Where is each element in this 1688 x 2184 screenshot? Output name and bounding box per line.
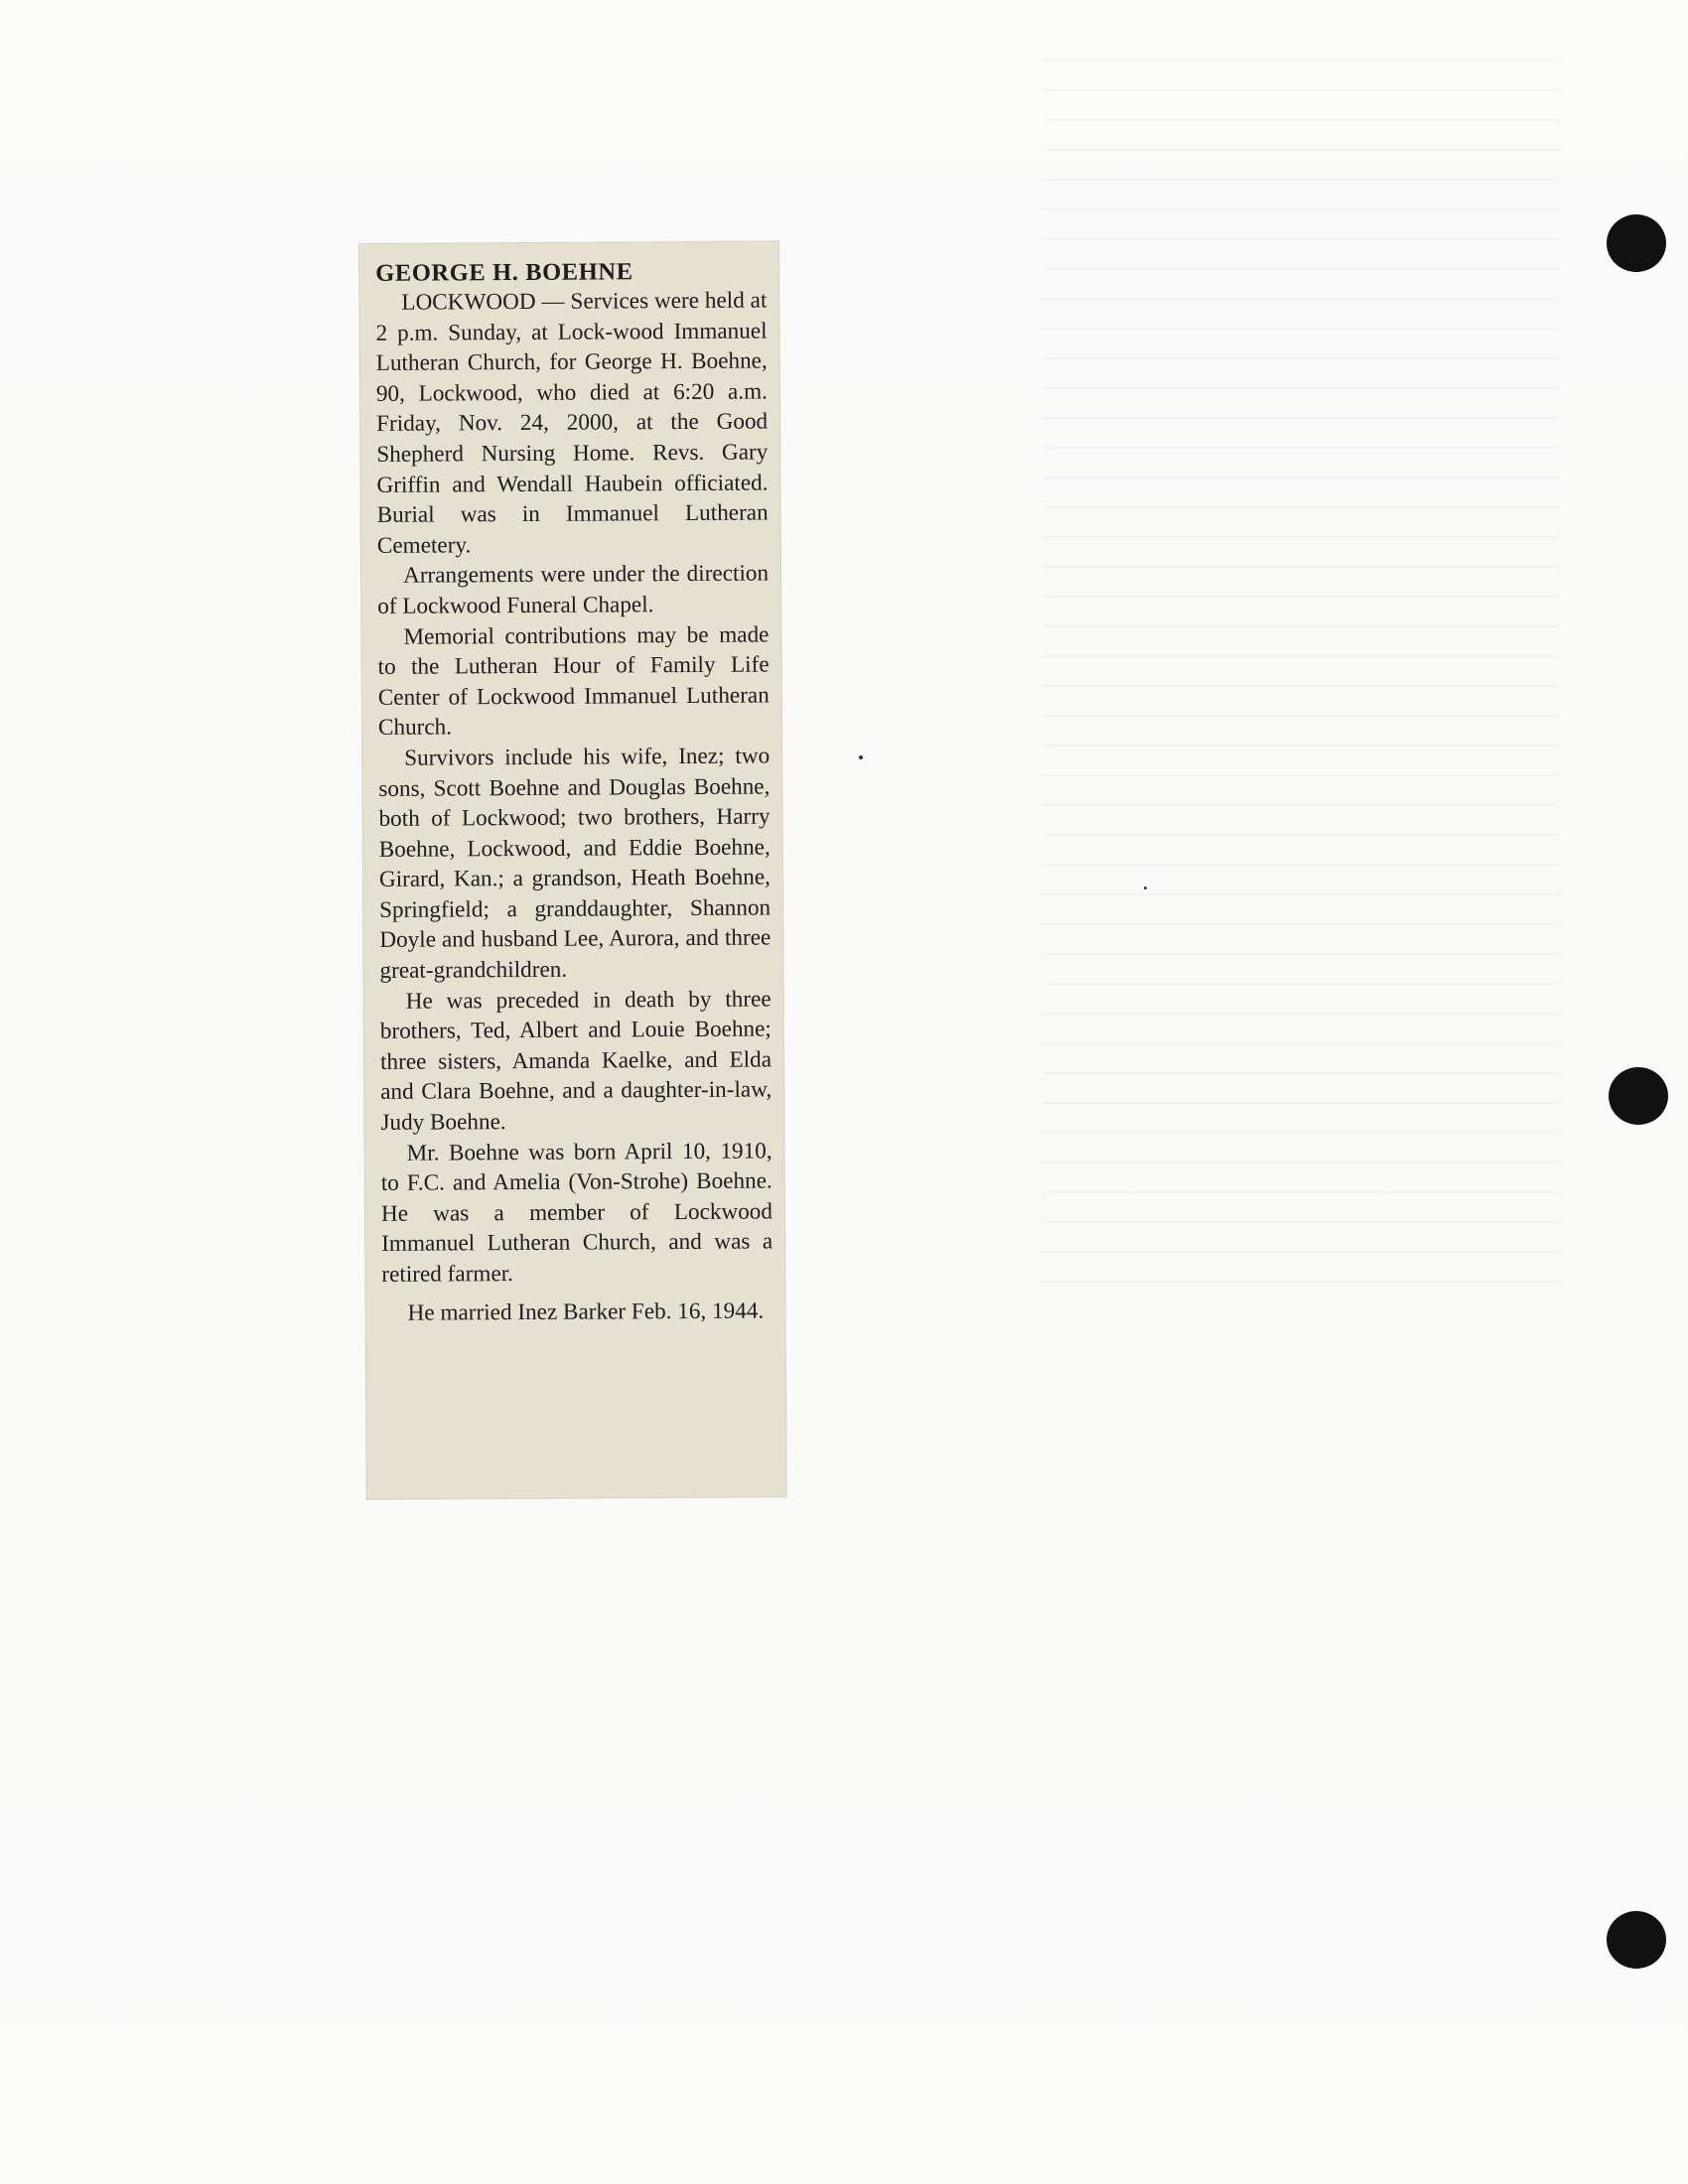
- obituary-paragraph-arrangements: Arrangements were under the direction of Lockwood Funeral Chapel.: [377, 560, 770, 619]
- binder-hole-top: [1607, 214, 1666, 272]
- binder-hole-middle: [1609, 1067, 1668, 1125]
- obituary-paragraph-preceded: He was preceded in death by three brothers, Ted, Albert and Louie Boehne; three sisters, Amanda Kaelke, and Elda and Clara Boehne, and a daughter-in-law, Judy Boehne.: [379, 986, 773, 1136]
- obituary-paragraph-biography: Mr. Boehne was born April 10, 1910, to F.C. and Amelia (Von-Strohe) Boehne. He was a member of Lockwood Immanuel Lutheran Church, and was a retired farmer.: [380, 1138, 774, 1288]
- obituary-paragraph-survivors: Survivors include his wife, Inez; two sons, Scott Boehne and Douglas Boehne, both of Lockwood; two brothers, Harry Boehne, Lockwood, and Eddie Boehne, Girard, Kan.; a grandson, Heath Boehne, Springfield; a granddaughter, Shannon Doyle and husband Lee, Aurora, and three great-grandchildren.: [378, 743, 772, 984]
- obituary-headline: GEORGE H. BOEHNE: [375, 258, 633, 287]
- newspaper-clipping: [359, 241, 786, 1499]
- binder-hole-bottom: [1607, 1911, 1666, 1969]
- obituary-paragraph-services: LOCKWOOD — Services were held at 2 p.m. Sunday, at Lock-wood Immanuel Lutheran Church, for George H. Boehne, 90, Lockwood, who died at 6:20 a.m. Friday, Nov. 24, 2000, at the Good Shepherd Nursing Home. Revs. Gary Griffin and Wendall Haubein officiated. Burial was in Immanuel Lutheran Cemetery.: [375, 287, 769, 559]
- obituary-paragraph-marriage: He married Inez Barker Feb. 16, 1944.: [407, 1297, 765, 1326]
- dust-speck: [859, 755, 863, 759]
- obituary-paragraph-memorials: Memorial contributions may be made to the Lutheran Hour of Family Life Center of Lockwood Immanuel Lutheran Church.: [377, 621, 770, 742]
- dust-speck: [1144, 887, 1147, 889]
- reverse-side-bleed-through: [1043, 60, 1559, 1291]
